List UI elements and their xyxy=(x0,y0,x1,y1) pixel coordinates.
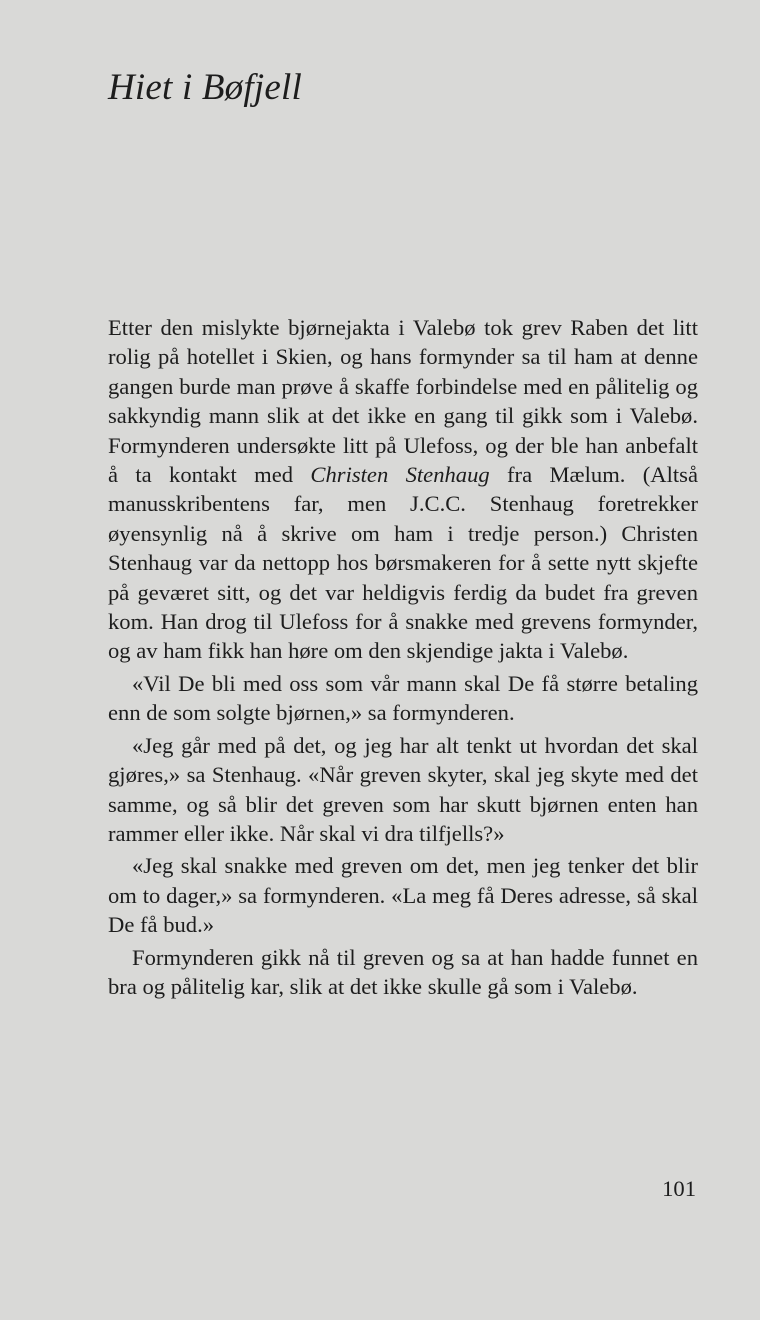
paragraph-5: Formynderen gikk nå til greven og sa at han hadde funnet en bra og pålitelig kar, slik at det ikke skulle gå som i Valebø. xyxy=(108,944,698,999)
paragraph-2: «Vil De bli med oss som vår mann skal De få større betaling enn de som solgte bjørnen,» sa formynderen. xyxy=(108,670,698,726)
page-number: 101 xyxy=(662,1176,696,1201)
paragraph-1-after: fra Mælum. (Altså manusskribentens far, men J.C.C. Stenhaug foretrekker øyensynlig nå å skrive om ham i tredje person.) Christen Stenhaug var da nettopp hos børsmakeren for å sette nytt skjefte på geværet sitt, og det var heldigvis ferdig da budet fra greven kom. Han drog til Ulefoss for å snakke med grevens formynder, og av ham fikk han høre om den skjendige jakta i Valebø. xyxy=(108,462,698,664)
paragraph-4: «Jeg skal snakke med greven om det, men jeg tenker det blir om to dager,» sa formynderen. «La meg få Deres adresse, så skal De få bud.» xyxy=(108,853,698,938)
body-text xyxy=(108,313,698,1001)
paragraph-1-italic-name: Christen Stenhaug xyxy=(310,462,490,488)
paragraph-1-before: Etter den mislykte bjørnejakta i Valebø tok grev Raben det litt rolig på hotellet i Skien, og hans formynder sa til ham at denne gangen burde man prøve å skaffe forbindelse med en pålitelig og sakkyndig mann slik at det ikke en gang til gikk som i Valebø. Formynderen undersøkte litt på Ulefoss, og der ble han anbefalt å ta kontakt med xyxy=(108,315,698,488)
paragraph-1 xyxy=(108,313,698,666)
paragraph-3: «Jeg går med på det, og jeg har alt tenkt ut hvordan det skal gjøres,» sa Stenhaug. «Når greven skyter, skal jeg skyte med det samme, og så blir det greven som har skutt bjørnen enten han rammer eller ikke. Når skal vi dra tilfjells?» xyxy=(108,732,698,846)
chapter-title: Hiet i Bøfjell xyxy=(108,67,302,108)
